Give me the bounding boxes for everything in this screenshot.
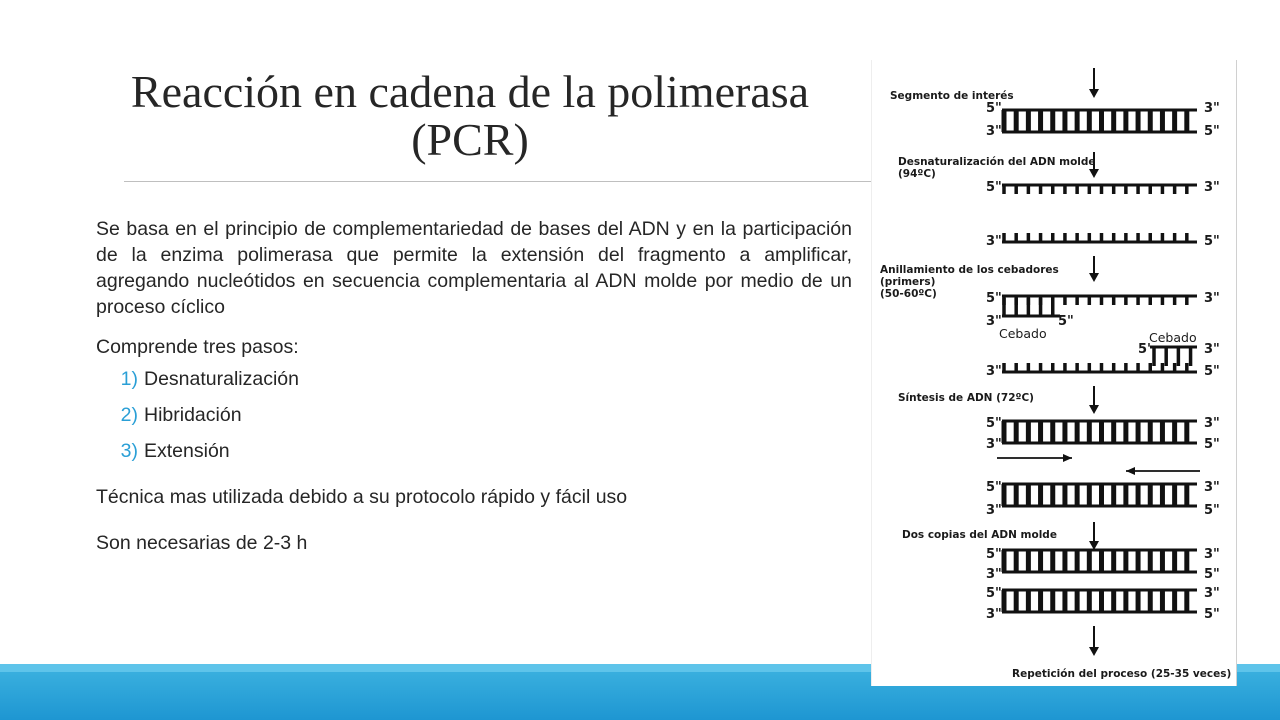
dna-duplex-original-base-pair (1111, 110, 1116, 132)
end-label-3: 3" (986, 124, 1002, 139)
dna-duplex-copy-1-base-pair (1014, 550, 1019, 572)
dna-duplex-copy-2-base-pair (1050, 590, 1055, 612)
dna-duplex-synthesis-1-base-pair (1002, 421, 1007, 443)
dna-duplex-synthesis-2-base-pair (1014, 484, 1019, 506)
dna-duplex-copy-2-base-pair (1184, 590, 1189, 612)
dna-duplex-synthesis-2-base-pair (1099, 484, 1104, 506)
end-label-3: 3" (1204, 547, 1220, 562)
dna-duplex-original-base-pair (1062, 110, 1067, 132)
end-label-5: 5" (1204, 503, 1220, 518)
dna-duplex-synthesis-2-base-pair (1123, 484, 1128, 506)
dna-duplex-copy-2-base-pair (1087, 590, 1092, 612)
step-number: 3) (120, 440, 138, 462)
step-label: Hibridación (144, 404, 242, 426)
dna-duplex-synthesis-1-base-pair (1014, 421, 1019, 443)
primer-label-left: Cebado (999, 326, 1047, 341)
dna-duplex-original-base-pair (1014, 110, 1019, 132)
dna-duplex-synthesis-1-base-pair (1075, 421, 1080, 443)
dna-duplex-copy-1-base-pair (1172, 550, 1177, 572)
dna-duplex-synthesis-2-base-pair (1002, 484, 1007, 506)
dna-duplex-synthesis-1-base-pair (1050, 421, 1055, 443)
dna-duplex-copy-1-base-pair (1075, 550, 1080, 572)
dna-duplex-copy-1-base-pair (1184, 550, 1189, 572)
dna-duplex-synthesis-2-base-pair (1160, 484, 1165, 506)
list-item (96, 402, 852, 428)
dna-duplex-copy-1-base-pair (1123, 550, 1128, 572)
dna-duplex-original-base-pair (1123, 110, 1128, 132)
dna-duplex-synthesis-2-base-pair (1026, 484, 1031, 506)
dna-duplex-copy-2-base-pair (1026, 590, 1031, 612)
dna-duplex-synthesis-2-base-pair (1038, 484, 1043, 506)
end-label-3: 3" (1204, 101, 1220, 116)
end-label-5: 5" (1204, 124, 1220, 139)
end-label-5: 5" (1204, 567, 1220, 582)
dna-duplex-original-base-pair (1172, 110, 1177, 132)
slide-title (60, 68, 880, 165)
steps-list (96, 366, 852, 464)
end-label-3: 3" (1204, 342, 1220, 357)
end-label-5: 5" (986, 180, 1002, 195)
dna-duplex-original-base-pair (1087, 110, 1092, 132)
dna-duplex-copy-1-base-pair (1099, 550, 1104, 572)
dna-duplex-copy-1-base-pair (1026, 550, 1031, 572)
dna-duplex-copy-2-base-pair (1075, 590, 1080, 612)
dna-duplex-synthesis-1-base-pair (1062, 421, 1067, 443)
step-label: Extensión (144, 440, 230, 462)
dna-duplex-synthesis-2-base-pair (1136, 484, 1141, 506)
title-divider (124, 181, 874, 182)
title-line-2: (PCR) (411, 114, 529, 166)
dna-duplex-original-base-pair (1026, 110, 1031, 132)
label-repeat: Repetición del proceso (25-35 veces) (1012, 668, 1232, 680)
dna-duplex-copy-2-base-pair (1148, 590, 1153, 612)
dna-duplex-synthesis-1-base-pair (1111, 421, 1116, 443)
end-label-3: 3" (986, 234, 1002, 249)
dna-duplex-synthesis-2-base-pair (1062, 484, 1067, 506)
dna-duplex-synthesis-2-base-pair (1111, 484, 1116, 506)
dna-duplex-synthesis-1-base-pair (1123, 421, 1128, 443)
end-label-3: 3" (1204, 416, 1220, 431)
end-label-3: 3" (986, 567, 1002, 582)
end-label-3: 3" (1204, 586, 1220, 601)
extension-arrow-right-head (1063, 454, 1072, 462)
dna-duplex-copy-2-base-pair (1014, 590, 1019, 612)
end-label-5: 5" (986, 416, 1002, 431)
dna-duplex-original-base-pair (1002, 110, 1007, 132)
dna-duplex-synthesis-2-base-pair (1075, 484, 1080, 506)
dna-duplex-synthesis-1-base-pair (1148, 421, 1153, 443)
dna-duplex-synthesis-1-base-pair (1038, 421, 1043, 443)
primer-label-right: Cebado (1149, 330, 1197, 345)
end-label-5: 5" (986, 547, 1002, 562)
pcr-diagram (871, 60, 1237, 686)
dna-duplex-synthesis-1-base-pair (1026, 421, 1031, 443)
dna-duplex-copy-2-base-pair (1038, 590, 1043, 612)
dna-duplex-synthesis-2-base-pair (1172, 484, 1177, 506)
dna-duplex-copy-1-base-pair (1038, 550, 1043, 572)
dna-duplex-copy-1-base-pair (1111, 550, 1116, 572)
dna-duplex-copy-2-base-pair (1123, 590, 1128, 612)
list-item (96, 438, 852, 464)
step-number: 1) (120, 368, 138, 390)
label-synthesis: Síntesis de ADN (72ºC) (898, 392, 1034, 404)
dna-duplex-copy-1-base-pair (1087, 550, 1092, 572)
end-label-3: 3" (1204, 180, 1220, 195)
dna-duplex-original-base-pair (1148, 110, 1153, 132)
label-anneal-2: (primers) (880, 276, 936, 288)
end-label-5: 5" (986, 480, 1002, 495)
dna-duplex-copy-1-base-pair (1160, 550, 1165, 572)
dna-duplex-synthesis-2-base-pair (1087, 484, 1092, 506)
dna-duplex-original-base-pair (1160, 110, 1165, 132)
dna-duplex-original-base-pair (1050, 110, 1055, 132)
step-number: 2) (120, 404, 138, 426)
end-label-5: 5" (986, 291, 1002, 306)
dna-duplex-copy-1-base-pair (1062, 550, 1067, 572)
dna-duplex-copy-2-base-pair (1136, 590, 1141, 612)
list-item (96, 366, 852, 392)
end-label-5-prime: 5' (1138, 342, 1152, 357)
end-label-5: 5" (1204, 364, 1220, 379)
dna-duplex-synthesis-1-base-pair (1172, 421, 1177, 443)
dna-duplex-original-base-pair (1136, 110, 1141, 132)
dna-duplex-copy-2-base-pair (1062, 590, 1067, 612)
end-label-3: 3" (986, 503, 1002, 518)
slide-body (96, 216, 852, 556)
dna-duplex-synthesis-1-base-pair (1184, 421, 1189, 443)
duration-paragraph: Son necesarias de 2-3 h (96, 532, 308, 554)
end-label-5: 5" (1058, 314, 1074, 329)
end-label-3: 3" (986, 437, 1002, 452)
dna-duplex-synthesis-1-base-pair (1087, 421, 1092, 443)
label-anneal-3: (50-60ºC) (880, 288, 937, 300)
dna-duplex-copy-1-base-pair (1136, 550, 1141, 572)
dna-duplex-original-base-pair (1184, 110, 1189, 132)
dna-duplex-copy-1-base-pair (1148, 550, 1153, 572)
dna-duplex-copy-2-base-pair (1002, 590, 1007, 612)
step-label: Desnaturalización (144, 368, 300, 390)
extension-arrow-left-head (1126, 467, 1135, 475)
dna-duplex-copy-1-base-pair (1050, 550, 1055, 572)
end-label-3: 3" (986, 607, 1002, 622)
intro-paragraph: Se basa en el principio de complementariedad de bases del ADN y en la participación de la enzima polimerasa que permite la extensión del fragmento a amplificar, agregando nucleótidos en secuencia complementaria al ADN molde por medio de un proceso cíclico (96, 218, 852, 318)
dna-duplex-synthesis-2-base-pair (1050, 484, 1055, 506)
label-segment: Segmento de interés (890, 90, 1014, 102)
technique-paragraph: Técnica mas utilizada debido a su protocolo rápido y fácil uso (96, 486, 628, 508)
title-line-1: Reacción en cadena de la polimerasa (130, 66, 810, 117)
end-label-3: 3" (1204, 291, 1220, 306)
dna-duplex-copy-2-base-pair (1160, 590, 1165, 612)
dna-duplex-synthesis-1-base-pair (1160, 421, 1165, 443)
dna-duplex-synthesis-2-base-pair (1184, 484, 1189, 506)
dna-duplex-copy-2-base-pair (1172, 590, 1177, 612)
arrow-repeat-head (1089, 647, 1099, 656)
dna-duplex-original-base-pair (1075, 110, 1080, 132)
dna-duplex-copy-2-base-pair (1111, 590, 1116, 612)
label-denat-2: (94ºC) (898, 168, 936, 180)
label-denat-1: Desnaturalización del ADN molde (898, 156, 1096, 168)
dna-duplex-copy-2-base-pair (1099, 590, 1104, 612)
end-label-3: 3" (986, 364, 1002, 379)
label-copies: Dos copias del ADN molde (902, 529, 1057, 541)
arrow-synthesis-head (1089, 405, 1099, 414)
end-label-5: 5" (1204, 234, 1220, 249)
pcr-diagram-graphic (872, 60, 1236, 686)
end-label-5: 5" (986, 101, 1002, 116)
end-label-5: 5" (1204, 607, 1220, 622)
arrow-denaturation-head (1089, 169, 1099, 178)
arrow-segment-head (1089, 89, 1099, 98)
dna-duplex-copy-1-base-pair (1002, 550, 1007, 572)
end-label-3: 3" (986, 314, 1002, 329)
end-label-5: 5" (986, 586, 1002, 601)
dna-duplex-synthesis-1-base-pair (1136, 421, 1141, 443)
arrow-annealing-head (1089, 273, 1099, 282)
dna-duplex-synthesis-2-base-pair (1148, 484, 1153, 506)
dna-duplex-original-base-pair (1038, 110, 1043, 132)
end-label-5: 5" (1204, 437, 1220, 452)
steps-intro: Comprende tres pasos: (96, 336, 299, 358)
end-label-3: 3" (1204, 480, 1220, 495)
dna-duplex-original-base-pair (1099, 110, 1104, 132)
dna-duplex-synthesis-1-base-pair (1099, 421, 1104, 443)
label-anneal-1: Anillamiento de los cebadores (880, 264, 1059, 276)
